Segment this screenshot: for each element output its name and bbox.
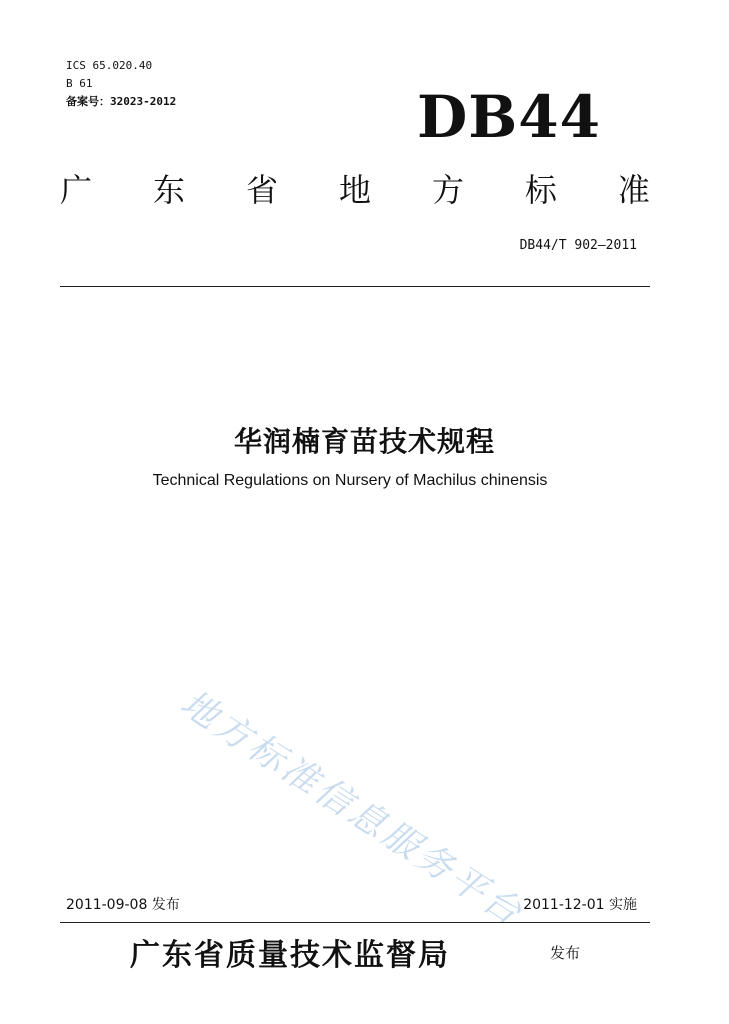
document-title-cn: 华润楠育苗技术规程: [233, 425, 495, 458]
kind-char: 广: [60, 171, 93, 209]
standard-brand-logo: DB44: [416, 83, 601, 151]
kind-char: 方: [431, 171, 464, 209]
header-divider: [60, 286, 650, 287]
issuer-name: 广东省质量技术监督局: [130, 938, 450, 973]
watermark: 地方标准信息服务平台: [173, 682, 532, 936]
kind-char: 省: [245, 171, 278, 209]
standard-kind-heading: [60, 168, 650, 212]
kind-char: 东: [152, 171, 185, 209]
kind-char: 地: [338, 171, 371, 209]
document-title-en: Technical Regulations on Nursery of Machilus chinensis: [152, 472, 548, 489]
record-number: 备案号：32023-2012: [66, 95, 177, 108]
implement-date: 2011-12-01 实施: [523, 897, 637, 913]
footer-divider: [60, 922, 650, 923]
kind-char: 标: [524, 171, 557, 209]
kind-char: 准: [617, 171, 650, 209]
publish-date: 2011-09-08 发布: [66, 897, 180, 913]
ics-code: ICS 65.020.40: [66, 59, 153, 72]
standard-number: DB44/T 902—2011: [519, 238, 637, 253]
ccs-code: B 61: [66, 77, 93, 90]
issue-label: 发布: [550, 944, 581, 962]
